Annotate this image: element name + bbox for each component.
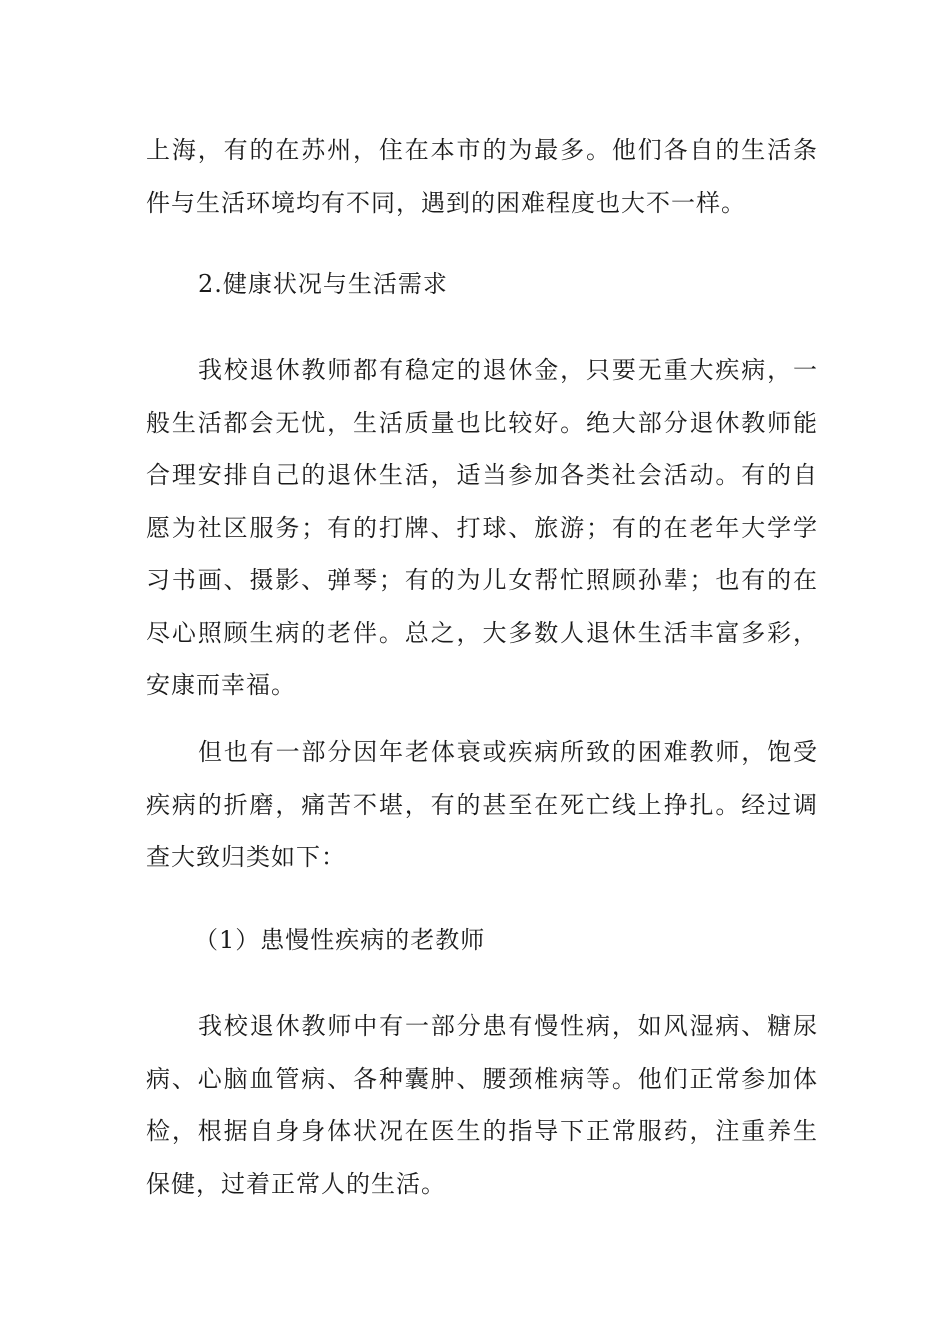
subsection-heading: （1）患慢性疾病的老教师 <box>194 926 486 954</box>
paragraph-body: 我校退休教师中有一部分患有慢性病，如风湿病、糖尿病、心脑血管病、各种囊肿、腰颈椎病等。他们正常参加体检，根据自身身体状况在医生的指导下正常服药，注重养生保健，过着正常人的生活。 <box>146 1012 818 1198</box>
section-heading: 2.健康状况与生活需求 <box>198 270 448 298</box>
paragraph-body: 但也有一部分因年老体衰或疾病所致的困难教师，饱受疾病的折磨，痛苦不堪，有的甚至在死亡线上挣扎。经过调查大致归类如下： <box>146 738 818 871</box>
paragraph-continuation: 上海，有的在苏州，住在本市的为最多。他们各自的生活条件与生活环境均有不同，遇到的困难程度也大不一样。 <box>146 136 818 217</box>
paragraph-body: 我校退休教师都有稳定的退休金，只要无重大疾病，一般生活都会无忧，生活质量也比较好。绝大部分退休教师能合理安排自己的退休生活，适当参加各类社会活动。有的自愿为社区服务；有的打牌、打球、旅游；有的在老年大学学习书画、摄影、弹琴；有的为儿女帮忙照顾孙辈；也有的在尽心照顾生病的老伴。总之，大多数人退休生活丰富多彩，安康而幸福。 <box>146 356 818 699</box>
